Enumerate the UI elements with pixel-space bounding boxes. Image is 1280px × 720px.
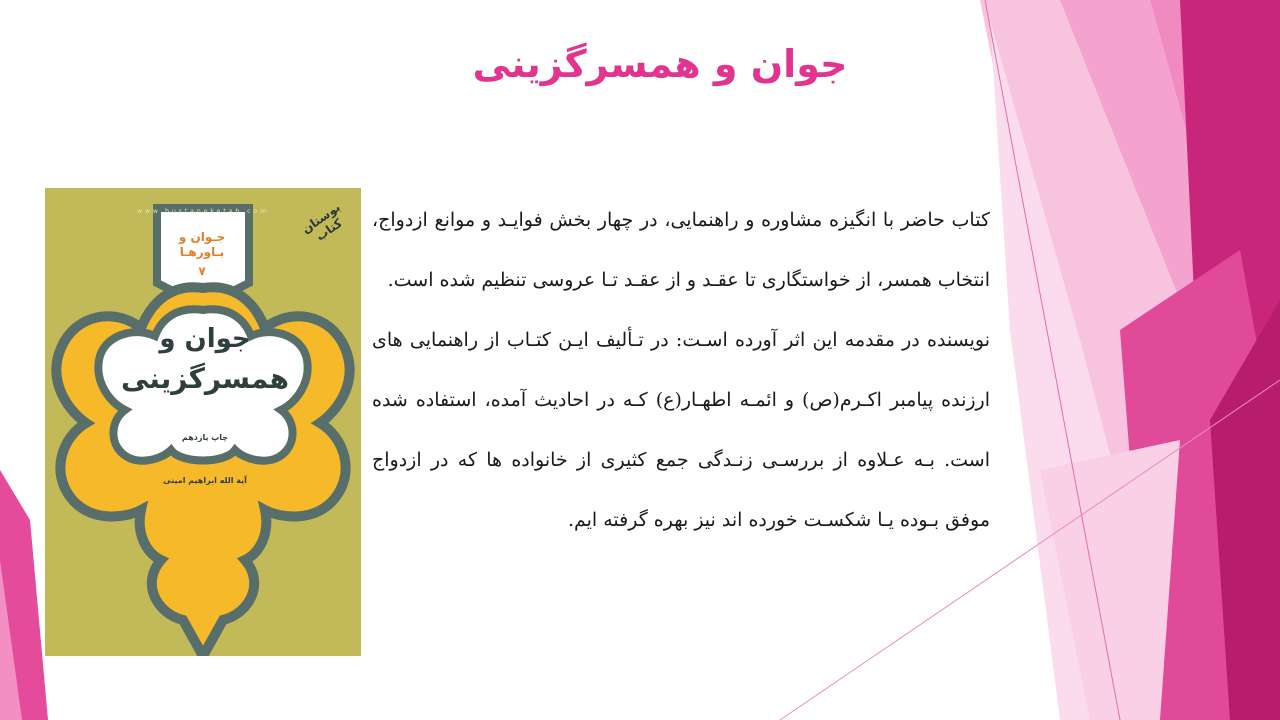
book-cover bbox=[45, 188, 361, 656]
slide-title: جوان و همسرگزینی bbox=[472, 42, 848, 86]
cover-series: جـوان و بـاورهـا bbox=[178, 230, 226, 259]
cover-brand: بوستان کتاب bbox=[299, 200, 345, 244]
cover-edition: چاپ یازدهم bbox=[181, 433, 229, 442]
cover-series-number: ۷ bbox=[198, 264, 206, 278]
paragraph-1: کتاب حاضر با انگیزه مشاوره و راهنمایی، در چهار بخش فوایـد و موانع ازدواج، انتخاب همسر، از خواستگاری تا عقـد و از عقـد تـا عروسی تنظیم شده است. bbox=[372, 209, 990, 291]
cover-author: آیة الله ابراهیم امینی bbox=[163, 476, 247, 485]
cover-url: www.bustaneketab.com bbox=[137, 208, 269, 215]
cover-title-line2: همسرگزینی bbox=[120, 362, 290, 395]
cover-title-line1: جوان و bbox=[159, 324, 251, 354]
paragraph-2: نویسنده در مقدمه این اثر آورده اسـت: در تـألیف ایـن کتـاب از راهنمایی های ارزنده پیامبر اکـرم(ص) و ائمـه اطهـار(ع) کـه در احادیث آمده، استفاده شده است. بـه عـلاوه از بررسـی زنـدگی جمع کثیری از خانواده ها که در ازدواج موفق بـوده یـا شکسـت خورده اند نیز بهره گرفته ایم. bbox=[372, 329, 990, 531]
slide-body bbox=[372, 190, 990, 550]
